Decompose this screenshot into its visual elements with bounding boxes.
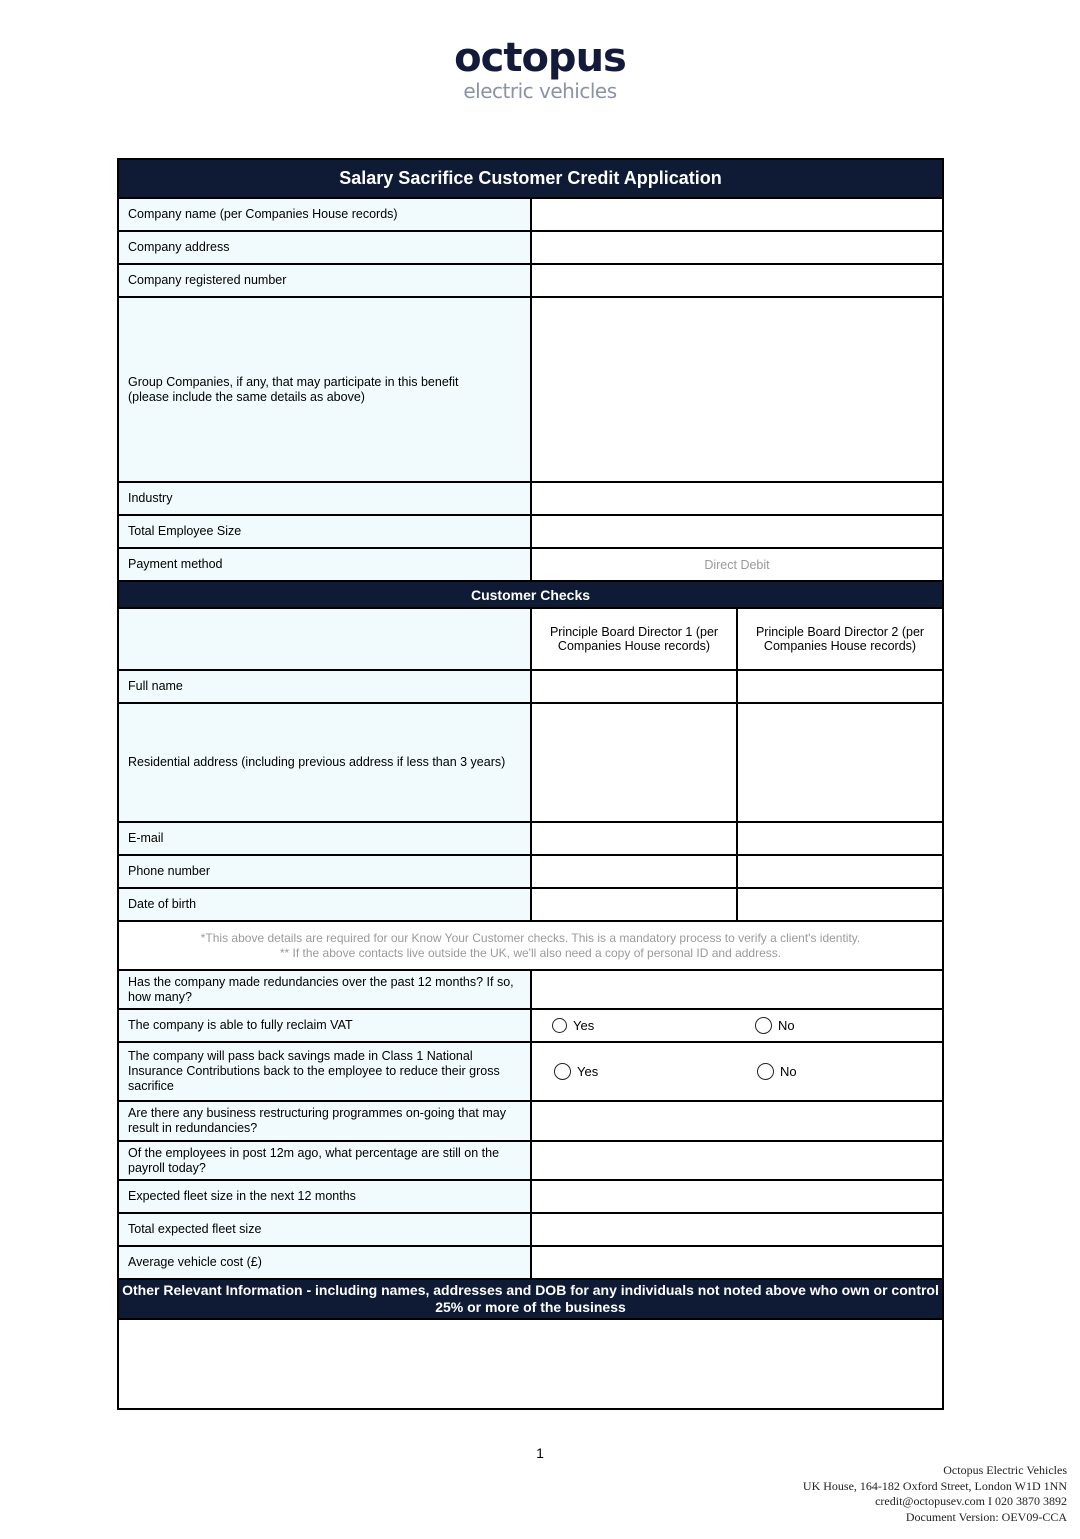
vehicle-cost-label: Average vehicle cost (£): [119, 1247, 532, 1278]
ni-savings-row: [119, 1041, 942, 1100]
director2-dob-field[interactable]: [738, 889, 942, 920]
director2-email-field[interactable]: [738, 823, 942, 854]
vat-yes-label: Yes: [573, 1018, 595, 1033]
full-name-row: [119, 669, 942, 702]
company-name-label: Company name (per Companies House records): [119, 199, 532, 230]
vat-no-option[interactable]: [755, 1010, 795, 1041]
director-header-blank: [119, 609, 532, 669]
payment-method-row: [119, 547, 942, 580]
other-info-title-line2: 25% or more of the business: [435, 1299, 626, 1315]
restructuring-row: [119, 1100, 942, 1140]
company-name-row: [119, 197, 942, 230]
vehicle-cost-field[interactable]: [532, 1247, 942, 1278]
ni-yes-label: Yes: [577, 1064, 599, 1079]
radio-circle-icon[interactable]: [755, 1017, 772, 1034]
vehicle-cost-row: [119, 1245, 942, 1278]
company-address-row: [119, 230, 942, 263]
kyc-note-line1: *This above details are required for our Know Your Customer checks. This is a mandatory process to verify a client's identity.: [200, 930, 861, 945]
kyc-note: [119, 922, 942, 969]
director2-address-field[interactable]: [738, 704, 942, 821]
payment-method-placeholder: Direct Debit: [704, 557, 770, 572]
email-row: [119, 821, 942, 854]
dob-label: Date of birth: [119, 889, 532, 920]
director2-phone-field[interactable]: [738, 856, 942, 887]
retention-label: Of the employees in post 12m ago, what percentage are still on the payroll today?: [119, 1142, 532, 1179]
industry-row: [119, 481, 942, 514]
company-number-row: [119, 263, 942, 296]
director1-address-field[interactable]: [532, 704, 738, 821]
phone-label: Phone number: [119, 856, 532, 887]
logo-wordmark: octopus: [454, 35, 626, 81]
total-fleet-label: Total expected fleet size: [119, 1214, 532, 1245]
restructuring-label: Are there any business restructuring programmes on-going that may result in redundancies?: [119, 1102, 532, 1140]
total-fleet-row: [119, 1212, 942, 1245]
footer-company: Octopus Electric Vehicles: [943, 1463, 1067, 1477]
director1-phone-field[interactable]: [532, 856, 738, 887]
industry-label: Industry: [119, 483, 532, 514]
vat-no-label: No: [778, 1018, 795, 1033]
director1-full-name-field[interactable]: [532, 671, 738, 702]
footer-address: UK House, 164-182 Oxford Street, London W1D 1NN: [802, 1478, 1067, 1493]
director2-header: Principle Board Director 2 (per Companies House records): [738, 609, 942, 669]
redundancies-row: [119, 969, 942, 1008]
radio-circle-icon[interactable]: [757, 1063, 774, 1080]
director2-full-name-field[interactable]: [738, 671, 942, 702]
vat-yes-option[interactable]: [552, 1010, 594, 1041]
full-name-label: Full name: [119, 671, 532, 702]
ni-no-option[interactable]: [757, 1043, 797, 1100]
ni-savings-options: [532, 1043, 942, 1100]
other-info-row: [119, 1318, 942, 1408]
octopus-logo: [0, 36, 1080, 102]
group-companies-label: [119, 298, 532, 481]
ni-no-label: No: [780, 1064, 797, 1079]
company-number-field[interactable]: [532, 265, 942, 296]
phone-row: [119, 854, 942, 887]
director1-email-field[interactable]: [532, 823, 738, 854]
group-companies-row: [119, 296, 942, 481]
credit-application-form: [117, 158, 944, 1410]
retention-field[interactable]: [532, 1142, 942, 1179]
fleet-next-12m-label: Expected fleet size in the next 12 months: [119, 1181, 532, 1212]
kyc-note-row: [119, 920, 942, 969]
vat-options: [532, 1010, 942, 1041]
total-fleet-field[interactable]: [532, 1214, 942, 1245]
footer-version: Document Version: OEV09-CCA: [905, 1509, 1067, 1524]
ni-yes-option[interactable]: [554, 1043, 598, 1100]
logo-tagline: electric vehicles: [463, 79, 617, 103]
director1-header: Principle Board Director 1 (per Companies House records): [532, 609, 738, 669]
industry-field[interactable]: [532, 483, 942, 514]
page-number: 1: [536, 1445, 544, 1461]
payment-method-field[interactable]: [532, 549, 942, 580]
company-address-label: Company address: [119, 232, 532, 263]
other-info-field[interactable]: [119, 1320, 942, 1408]
company-number-label: Company registered number: [119, 265, 532, 296]
form-title: Salary Sacrifice Customer Credit Application: [119, 160, 942, 197]
group-companies-field[interactable]: [532, 298, 942, 481]
radio-circle-icon[interactable]: [554, 1063, 571, 1080]
dob-row: [119, 887, 942, 920]
payment-method-label: Payment method: [119, 549, 532, 580]
employee-size-label: Total Employee Size: [119, 516, 532, 547]
fleet-next-12m-field[interactable]: [532, 1181, 942, 1212]
radio-circle-icon[interactable]: [552, 1018, 567, 1033]
retention-row: [119, 1140, 942, 1179]
redundancies-field[interactable]: [532, 971, 942, 1008]
vat-label: The company is able to fully reclaim VAT: [119, 1010, 532, 1041]
vat-row: [119, 1008, 942, 1041]
residential-address-label: Residential address (including previous address if less than 3 years): [119, 704, 532, 821]
footer-contact: credit@octopusev.com I 020 3870 3892: [875, 1494, 1067, 1508]
kyc-note-line2: ** If the above contacts live outside the UK, we'll also need a copy of personal ID and address.: [279, 945, 782, 960]
other-info-title-line1: Other Relevant Information - including names, addresses and DOB for any individuals not noted above who own or control: [122, 1282, 939, 1298]
employee-size-row: [119, 514, 942, 547]
other-info-header: [119, 1278, 942, 1318]
residential-address-row: [119, 702, 942, 821]
ni-savings-label: The company will pass back savings made in Class 1 National Insurance Contributions back to the employee to reduce their gross sacrifice: [119, 1043, 532, 1100]
group-companies-label-line1: Group Companies, if any, that may participate in this benefit: [128, 374, 459, 389]
footer-address-block: [803, 1463, 1067, 1525]
fleet-next-12m-row: [119, 1179, 942, 1212]
director-header-row: [119, 607, 942, 669]
email-label: E-mail: [119, 823, 532, 854]
restructuring-field[interactable]: [532, 1102, 942, 1140]
company-name-field[interactable]: [532, 199, 942, 230]
group-companies-label-line2: (please include the same details as above): [128, 389, 365, 404]
employee-size-field[interactable]: [532, 516, 942, 547]
director1-dob-field[interactable]: [532, 889, 738, 920]
company-address-field[interactable]: [532, 232, 942, 263]
customer-checks-header: Customer Checks: [119, 580, 942, 607]
redundancies-label: Has the company made redundancies over the past 12 months? If so, how many?: [119, 971, 532, 1008]
